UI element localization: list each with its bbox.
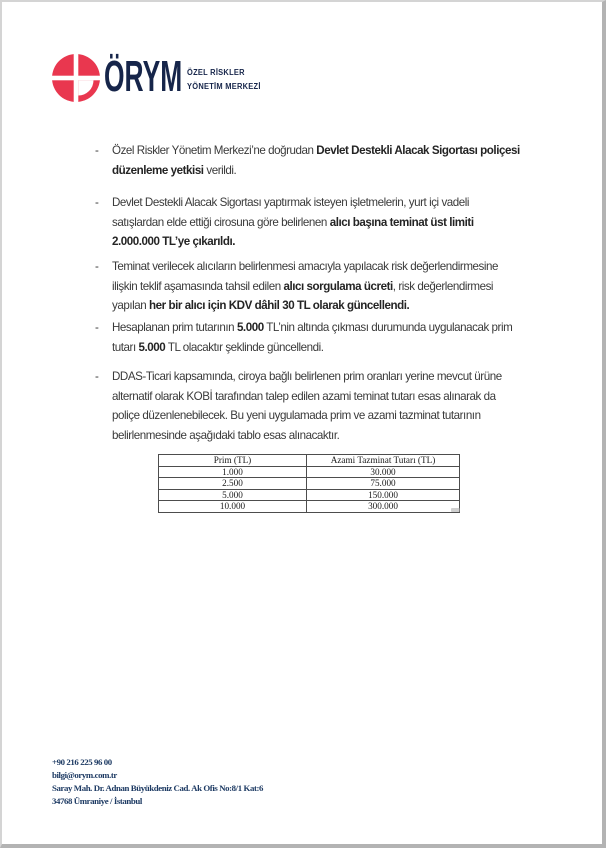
table-cell: 1.000 [159,466,307,478]
table-header-row [159,455,460,467]
table-row [159,466,460,478]
footer-phone: +90 216 225 96 00 [52,757,112,767]
table-cell: 300.000 [307,501,460,513]
bullet-item [95,193,540,252]
footer-address-line2: 34768 Ümraniye / İstanbul [52,796,142,806]
scan-artifact [451,508,460,512]
bullet-text-line: belirlenmesinde aşağıdaki tablo esas alınacaktır. [112,428,340,442]
bullet-text [95,257,540,316]
premium-table [158,454,460,513]
table-cell: 2.500 [159,478,307,490]
bullet-text-line: DDAS-Ticari kapsamında, ciroya bağlı belirlenen prim oranları yerine mevcut ürüne [112,370,502,383]
premium-table-head [159,455,460,467]
bullet-item [95,141,540,180]
table-header-cell: Prim (TL) [159,455,307,467]
footer-address-line1: Saray Mah. Dr. Adnan Büyükdeniz Cad. Ak Ofis No:8/1 Kat:6 [52,783,264,793]
table-row [159,478,460,490]
bullet-text-line: Özel Riskler Yönetim Merkezi’ne doğrudan Devlet Destekli Alacak Sigortası poliçesi [112,144,520,157]
table-cell: 10.000 [159,501,307,513]
bullet-item [95,367,540,445]
table-cell: 150.000 [307,489,460,501]
logo-tagline-line2: YÖNETİM MERKEZİ [187,81,261,91]
bullet-text-line: 2.000.000 TL’ye çıkarıldı. [112,235,236,248]
bullet-text [95,141,540,180]
bullet-text-line: tutarı 5.000 TL olacaktır şeklinde güncellendi. [112,340,324,354]
bullet-text-line: düzenleme yetkisi verildi. [112,163,237,177]
bullet-text-line: Hesaplanan prim tutarının 5.000 TL’nin altında çıkması durumunda uygulanacak prim [112,321,513,334]
bullet-marker: - [95,196,99,209]
bullet-text-line: poliçe düzenlenebilecek. Bu yeni uygulamada prim ve azami tazminat tutarının [112,409,481,422]
bullet-text-line: yapılan her bir alıcı için KDV dâhil 30 TL olarak güncellendi. [112,299,410,312]
bullet-text-line: satışlardan elde ettiği cirosuna göre belirlenen alıcı başına teminat üst limiti [112,215,474,229]
bullet-marker: - [95,260,99,273]
logo-tagline-line1: ÖZEL RİSKLER [187,67,245,77]
bullet-item [95,318,540,357]
bullet-marker: - [95,321,99,334]
logo-tagline [187,65,261,93]
table-row [159,501,460,513]
bullet-text-line: Teminat verilecek alıcıların belirlenmesi amacıyla yapılacak risk değerlendirmesine [112,260,498,273]
bullet-text [95,367,540,445]
bullet-text [95,318,540,357]
orym-logo-icon [52,54,100,102]
premium-table-body [159,466,460,512]
table-row [159,489,460,501]
bullet-marker: - [95,370,99,383]
table-cell: 30.000 [307,466,460,478]
table-cell: 75.000 [307,478,460,490]
footer-email: bilgi@orym.com.tr [52,770,117,780]
footer-contact-block [52,756,263,808]
table-header-cell: Azami Tazminat Tutarı (TL) [307,455,460,467]
bullet-text-line: alternatif olarak KOBİ tarafından talep edilen azami teminat tutarı esas alınarak da [112,389,496,403]
bullet-text [95,193,540,252]
orym-wordmark: ÖRYM [104,52,183,101]
table-cell: 5.000 [159,489,307,501]
bullet-marker: - [95,144,99,157]
bullet-text-line: Devlet Destekli Alacak Sigortası yaptırmak isteyen işletmelerin, yurt içi vadeli [112,196,470,209]
bullet-item [95,257,540,316]
bullet-text-line: ilişkin teklif aşamasında tahsil edilen alıcı sorgulama ücreti, risk değerlendirmesi [112,279,494,293]
